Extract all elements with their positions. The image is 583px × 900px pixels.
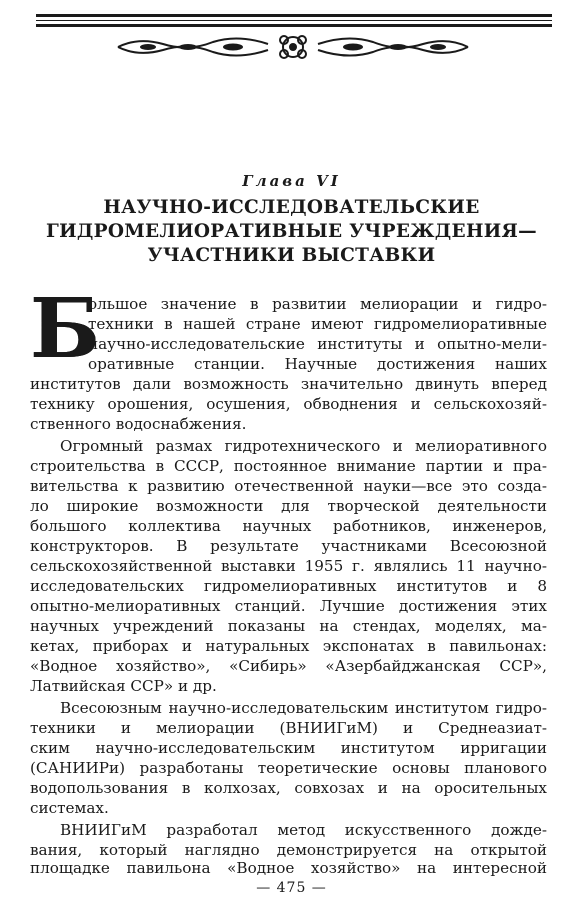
text-line: научных учреждений показаны на стендах, моделях, ма- — [30, 617, 547, 635]
chapter-title — [40, 196, 543, 268]
text-line: Огромный размах гидротехнического и мелиоративного — [60, 437, 547, 455]
text-line: опытно-мелиоративных станций. Лучшие достижения этих — [30, 597, 547, 615]
text-line: техники и мелиорации (ВНИИГиМ) и Среднеазиат- — [30, 719, 547, 737]
text-line: ло широкие возможности для творческой деятельности — [30, 497, 547, 515]
text-line: оративные станции. Научные достижения наших — [88, 355, 547, 373]
text-line: ским научно-исследовательским институтом ирригации — [30, 739, 547, 757]
text-line: сельскохозяйственной выставки 1955 г. являлись 11 научно- — [30, 557, 547, 575]
text-line: исследовательских гидромелиоративных институтов и 8 — [30, 577, 547, 595]
header-rule-thin — [36, 20, 552, 21]
text-line: системах. — [30, 799, 109, 817]
title-line: УЧАСТНИКИ ВЫСТАВКИ — [147, 245, 436, 266]
text-line: ольшое значение в развитии мелиорации и гидро- — [88, 295, 547, 313]
floral-ornament-icon — [108, 32, 478, 62]
text-line: научно-исследовательские институты и опытно-мели- — [88, 335, 547, 353]
title-line: ГИДРОМЕЛИОРАТИВНЫЕ УЧРЕЖДЕНИЯ— — [46, 221, 537, 242]
text-line: большого коллектива научных работников, инженеров, — [30, 517, 547, 535]
text-line: Латвийская ССР» и др. — [30, 677, 217, 695]
text-line: конструкторов. В результате участниками Всесоюзной — [30, 537, 547, 555]
text-line: вания, который наглядно демонстрируется на открытой — [30, 841, 547, 859]
text-line: технику орошения, осушения, обводнения и сельскохозяй- — [30, 395, 547, 413]
text-line: (САНИИРи) разработаны теоретические основы планового — [30, 759, 547, 777]
drop-cap: Б — [30, 281, 101, 377]
text-line: водопользования в колхозах, совхозах и на оросительных — [30, 779, 547, 797]
text-line: институтов дали возможность значительно двинуть вперед — [30, 375, 547, 393]
header-rule-thick-lower — [36, 24, 552, 27]
text-line: ВНИИГиМ разработал метод искусственного дожде- — [60, 821, 547, 839]
text-line: ственного водоснабжения. — [30, 415, 247, 433]
chapter-heading: Глава VI — [242, 172, 341, 190]
text-line: техники в нашей стране имеют гидромелиоративные — [88, 315, 547, 333]
text-line: кетах, приборах и натуральных экспонатах в павильонах: — [30, 637, 547, 655]
text-line: вительства к развитию отечественной науки—все это созда- — [30, 477, 547, 495]
page-number: — 475 — — [256, 880, 327, 896]
text-line: строительства в СССР, постоянное внимание партии и пра- — [30, 457, 547, 475]
text-line: площадке павильона «Водное хозяйство» на интересной — [30, 859, 547, 877]
header-rule-thick — [36, 14, 552, 17]
text-line: Всесоюзным научно-исследовательским институтом гидро- — [60, 699, 547, 717]
text-line: «Водное хозяйство», «Сибирь» «Азербайджанская ССР», — [30, 657, 547, 675]
title-line: НАУЧНО-ИССЛЕДОВАТЕЛЬСКИЕ — [103, 197, 480, 218]
